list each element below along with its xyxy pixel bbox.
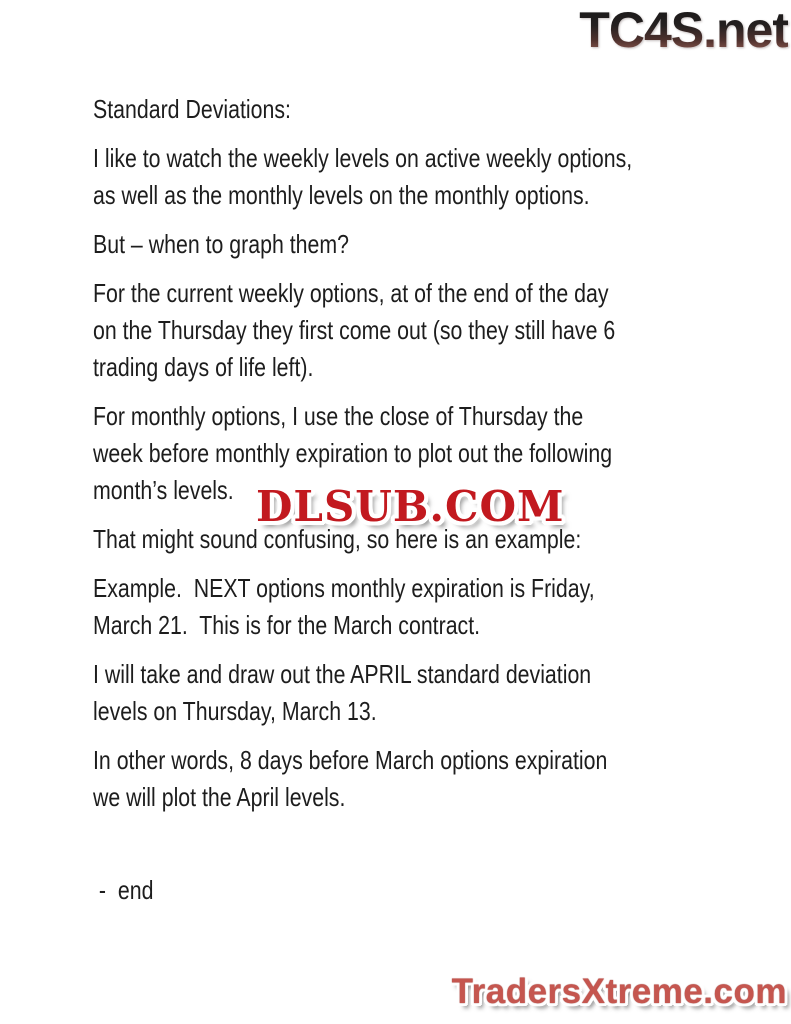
text-line: In other words, 8 days before March options expiration (93, 745, 608, 775)
text-line: month’s levels. (93, 475, 234, 505)
text-line: we will plot the April levels. (93, 782, 346, 812)
paragraph (93, 140, 782, 214)
text-line: on the Thursday they first come out (so they still have 6 (93, 315, 616, 345)
paragraph (93, 570, 782, 644)
text-line: I will take and draw out the APRIL standard deviation (93, 659, 592, 689)
text-line: Example. NEXT options monthly expiration is Friday, (93, 573, 595, 603)
paragraph (93, 226, 782, 263)
blank-line-spacer (93, 828, 782, 872)
text-line: For monthly options, I use the close of Thursday the (93, 401, 584, 431)
tradersxtreme-logo: TradersXtreme.com (451, 972, 787, 1011)
end-marker (93, 872, 782, 909)
text-line: Standard Deviations: (93, 94, 291, 124)
text-line: But – when to graph them? (93, 229, 350, 259)
text-line: For the current weekly options, at of the end of the day (93, 278, 609, 308)
text-line: March 21. This is for the March contract. (93, 610, 481, 640)
text-line: That might sound confusing, so here is an example: (93, 524, 582, 554)
paragraph (93, 91, 782, 128)
text-line: as well as the monthly levels on the monthly options. (93, 180, 590, 210)
paragraph (93, 742, 782, 816)
paragraph (93, 656, 782, 730)
paragraph (93, 275, 782, 386)
text-line: I like to watch the weekly levels on active weekly options, (93, 143, 633, 173)
tc4s-logo: TC4S.net (579, 2, 788, 58)
text-line: levels on Thursday, March 13. (93, 696, 377, 726)
text-line: week before monthly expiration to plot out the following (93, 438, 613, 468)
text-line: trading days of life left). (93, 352, 314, 382)
dlsub-watermark: DLSUB.COM (256, 482, 565, 531)
text-line: - end (93, 875, 154, 905)
